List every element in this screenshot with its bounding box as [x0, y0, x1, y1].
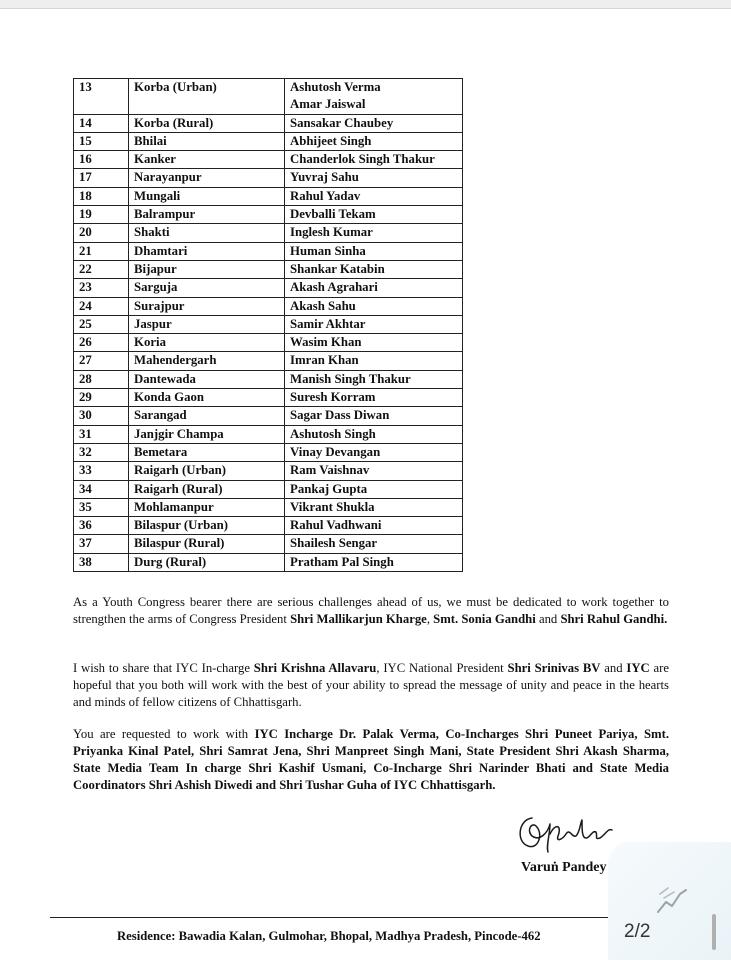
bold-text-run: Shri Mallikarjun Kharge	[290, 612, 427, 626]
district-name: Surajpur	[129, 297, 285, 315]
table-row	[74, 553, 463, 571]
table-row	[74, 151, 463, 169]
text-run: and	[535, 612, 561, 626]
district-name: Jaspur	[129, 315, 285, 333]
incharge-names	[285, 334, 463, 352]
bold-text-run: Shri Krishna Allavaru	[253, 661, 377, 675]
serial-number: 23	[74, 279, 129, 297]
incharge-names	[285, 425, 463, 443]
district-name: Bemetara	[129, 443, 285, 461]
bold-text-run: IYC Incharge Dr. Palak Verma, Co-Incharges Shri Puneet Pariya, Smt. Priyanka Kinal Patel, Shri Samrat Jena, Shri Manpreet Singh Mani, State President Shri Akash Sharma, State Media Team In charge Shri Kashif Usmani, Co-Incharge Shri Narinder Bhati and State Media Coordinators Shri Ashish Diwedi and Shri Tushar Guha of IYC Chhattisgarh.	[73, 727, 669, 792]
bold-text-run: IYC	[626, 661, 650, 675]
text-run: are hopeful that you both will work with the best of your ability to spread the message of unity and peace in the hearts and minds of fellow citizens of Chhattisgarh.	[73, 661, 669, 709]
table-row	[74, 114, 463, 132]
incharge-name: Imran Khan	[290, 353, 359, 368]
district-name: Shakti	[129, 224, 285, 242]
serial-number: 17	[74, 169, 129, 187]
serial-number: 27	[74, 352, 129, 370]
incharge-name: Abhijeet Singh	[290, 133, 372, 148]
serial-number: 28	[74, 370, 129, 388]
table-row	[74, 224, 463, 242]
district-name: Koria	[129, 334, 285, 352]
incharge-name: Samir Akhtar	[290, 316, 366, 331]
serial-number: 21	[74, 242, 129, 260]
table-row	[74, 462, 463, 480]
serial-number: 26	[74, 334, 129, 352]
table-row	[74, 407, 463, 425]
serial-number: 19	[74, 206, 129, 224]
table-row	[74, 132, 463, 150]
table-row	[74, 315, 463, 333]
table-row	[74, 279, 463, 297]
district-name: Durg (Rural)	[129, 553, 285, 571]
incharge-names	[285, 553, 463, 571]
signatory-name: Varuṅ Pandey	[521, 860, 607, 875]
text-run: As a Youth Congress bearer there are serious challenges ahead of us, we must be dedicated to work together to strengthen the arms of Congress President	[73, 595, 669, 626]
page-counter: 2/2	[624, 921, 651, 942]
district-name: Raigarh (Urban)	[129, 462, 285, 480]
serial-number: 30	[74, 407, 129, 425]
table-row	[74, 535, 463, 553]
serial-number: 32	[74, 443, 129, 461]
table-row	[74, 169, 463, 187]
incharge-name: Human Sinha	[290, 243, 366, 258]
incharge-name: Manish Singh Thakur	[290, 371, 411, 386]
incharge-names	[285, 224, 463, 242]
incharge-name: Ram Vaishnav	[290, 463, 370, 478]
district-incharge-table	[73, 78, 463, 572]
table-row	[74, 297, 463, 315]
incharge-name: Rahul Vadhwani	[290, 518, 382, 533]
incharge-names	[285, 242, 463, 260]
table-row	[74, 425, 463, 443]
district-name: Bijapur	[129, 260, 285, 278]
text-run: and	[600, 661, 627, 675]
table-row	[74, 517, 463, 535]
serial-number: 18	[74, 187, 129, 205]
incharge-name: Inglesh Kumar	[290, 225, 373, 240]
incharge-names	[285, 114, 463, 132]
district-name: Korba (Urban)	[129, 79, 285, 115]
incharge-names	[285, 132, 463, 150]
serial-number: 16	[74, 151, 129, 169]
table-row	[74, 79, 463, 115]
incharge-name: Sagar Dass Diwan	[290, 408, 390, 423]
district-name: Kanker	[129, 151, 285, 169]
incharge-names	[285, 443, 463, 461]
incharge-name: Rahul Yadav	[290, 188, 361, 203]
district-name: Sarguja	[129, 279, 285, 297]
serial-number: 29	[74, 389, 129, 407]
district-name: Bhilai	[129, 132, 285, 150]
table-row	[74, 334, 463, 352]
table-row	[74, 389, 463, 407]
text-run: You are requested to work with	[73, 727, 255, 741]
incharge-name: Chanderlok Singh Thakur	[290, 152, 435, 167]
table-row	[74, 370, 463, 388]
district-name: Mungali	[129, 187, 285, 205]
incharge-names	[285, 370, 463, 388]
residence-address: Residence: Bawadia Kalan, Gulmohar, Bhopal, Madhya Pradesh, Pincode-462	[117, 929, 541, 943]
district-name: Raigarh (Rural)	[129, 480, 285, 498]
district-name: Mohlamanpur	[129, 498, 285, 516]
district-name: Sarangad	[129, 407, 285, 425]
incharge-name: Ashutosh Verma	[290, 80, 381, 94]
district-name: Dhamtari	[129, 242, 285, 260]
incharge-name: Pratham Pal Singh	[290, 554, 394, 569]
incharge-names	[285, 535, 463, 553]
district-name: Balrampur	[129, 206, 285, 224]
serial-number: 25	[74, 315, 129, 333]
incharge-name: Pankaj Gupta	[290, 481, 368, 496]
district-name: Narayanpur	[129, 169, 285, 187]
district-name: Dantewada	[129, 370, 285, 388]
incharge-names	[285, 279, 463, 297]
serial-number: 20	[74, 224, 129, 242]
table-row	[74, 480, 463, 498]
incharge-name: Akash Sahu	[290, 298, 356, 313]
table-row	[74, 187, 463, 205]
incharge-name: Wasim Khan	[290, 335, 362, 350]
district-name: Bilaspur (Rural)	[129, 535, 285, 553]
serial-number: 13	[74, 79, 129, 115]
viewer-top-band	[0, 0, 731, 9]
district-name: Bilaspur (Urban)	[129, 517, 285, 535]
incharge-name: Akash Agrahari	[290, 280, 378, 295]
bold-text-run: Smt. Sonia Gandhi	[433, 612, 536, 626]
table-row	[74, 498, 463, 516]
serial-number: 14	[74, 114, 129, 132]
incharge-names	[285, 462, 463, 480]
serial-number: 33	[74, 462, 129, 480]
incharge-names	[285, 297, 463, 315]
incharge-name: Yuvraj Sahu	[290, 170, 359, 185]
serial-number: 22	[74, 260, 129, 278]
incharge-names	[285, 315, 463, 333]
paragraph-challenges	[73, 594, 669, 628]
incharge-names	[285, 187, 463, 205]
incharge-name: Shailesh Sengar	[290, 536, 378, 551]
serial-number: 37	[74, 535, 129, 553]
table-row	[74, 260, 463, 278]
serial-number: 36	[74, 517, 129, 535]
text-run: , IYC National President	[376, 661, 508, 675]
incharge-names	[285, 151, 463, 169]
incharge-names	[285, 206, 463, 224]
table-row	[74, 352, 463, 370]
serial-number: 38	[74, 553, 129, 571]
serial-number: 24	[74, 297, 129, 315]
incharge-names	[285, 79, 463, 115]
paragraph-hopeful	[73, 660, 669, 711]
incharge-names	[285, 407, 463, 425]
district-name: Mahendergarh	[129, 352, 285, 370]
text-run: I wish to share that IYC In-charge	[73, 661, 254, 675]
district-name: Korba (Rural)	[129, 114, 285, 132]
serial-number: 35	[74, 498, 129, 516]
table-row	[74, 206, 463, 224]
incharge-name: Shankar Katabin	[290, 261, 385, 276]
incharge-name: Sansakar Chaubey	[290, 115, 394, 130]
district-name: Konda Gaon	[129, 389, 285, 407]
bold-text-run: Shri Rahul Gandhi.	[560, 612, 668, 626]
incharge-names	[285, 480, 463, 498]
incharge-names	[285, 389, 463, 407]
incharge-names	[285, 352, 463, 370]
incharge-name: Devballi Tekam	[290, 207, 376, 222]
serial-number: 15	[74, 132, 129, 150]
district-name: Janjgir Champa	[129, 425, 285, 443]
incharge-name: Vinay Devangan	[290, 444, 381, 459]
incharge-names	[285, 169, 463, 187]
serial-number: 34	[74, 480, 129, 498]
serial-number: 31	[74, 425, 129, 443]
footer-divider	[50, 917, 610, 918]
incharge-names	[285, 260, 463, 278]
table-row	[74, 242, 463, 260]
scrollbar-thumb[interactable]	[712, 914, 716, 950]
incharge-names	[285, 517, 463, 535]
incharge-name: Vikrant Shukla	[290, 499, 375, 514]
table-row	[74, 443, 463, 461]
incharge-name: Ashutosh Singh	[290, 426, 376, 441]
incharge-names	[285, 498, 463, 516]
text-run: ,	[426, 612, 434, 626]
bold-text-run: Shri Srinivas BV	[507, 661, 601, 675]
paragraph-request	[73, 726, 669, 794]
handwritten-signature	[510, 808, 620, 858]
incharge-name: Suresh Korram	[290, 390, 376, 405]
doodle-icon[interactable]	[652, 884, 690, 918]
incharge-name: Amar Jaiswal	[290, 97, 366, 112]
